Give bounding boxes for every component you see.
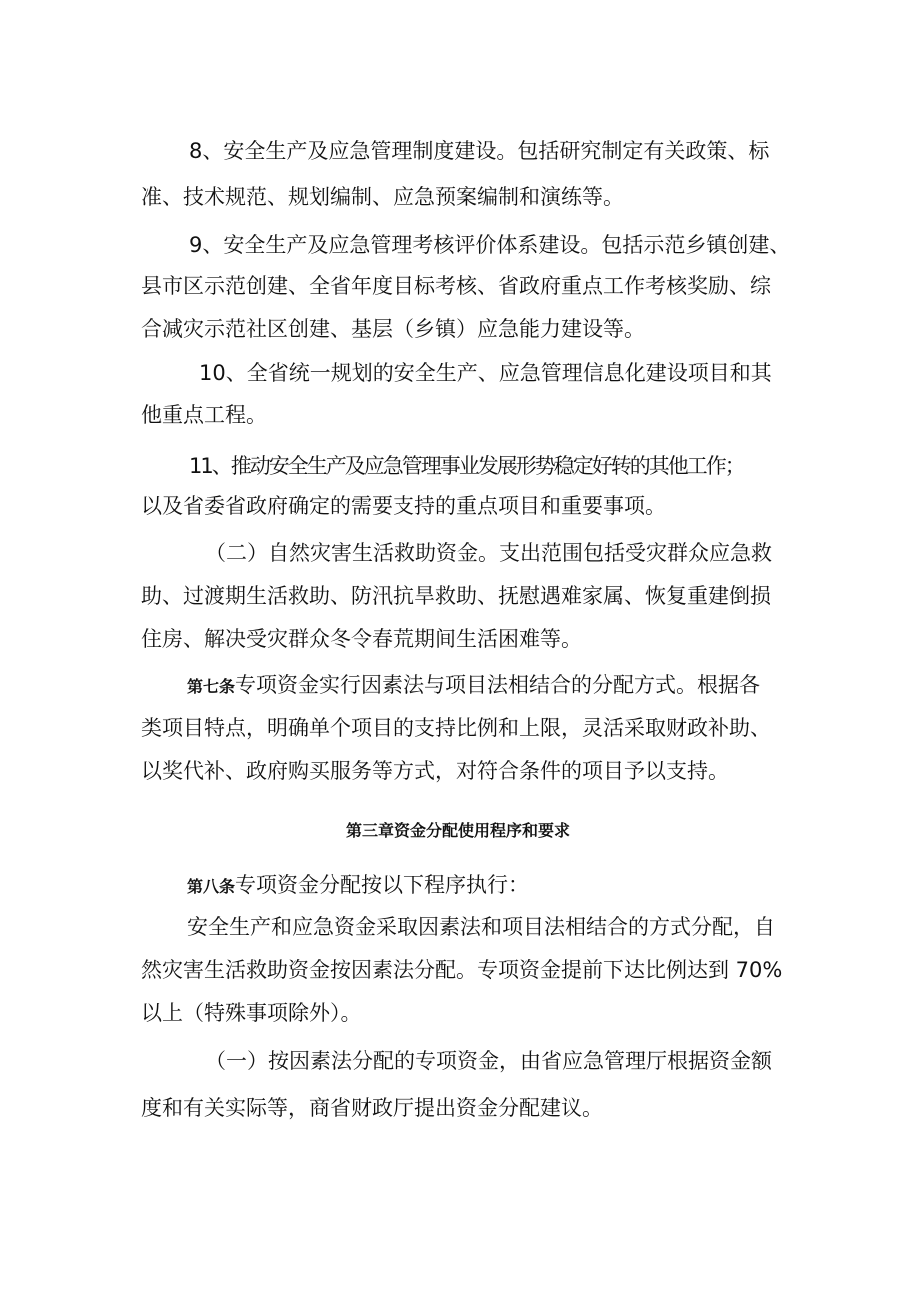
relief-funds-line-2: 助、过渡期生活救助、防汛抗旱救助、抚慰遇难家属、恢复重建倒损: [141, 584, 771, 608]
allocation-method-line-2: 然灾害生活救助资金按因素法分配。专项资金提前下达比例达到 70%: [141, 958, 783, 982]
item-8-line-2: 准、技术规范、规划编制、应急预案编制和演练等。: [141, 185, 624, 209]
item-8-line-1: 8、安全生产及应急管理制度建设。包括研究制定有关政策、标: [189, 139, 770, 163]
item-9-line-1: 9、安全生产及应急管理考核评价体系建设。包括示范乡镇创建、: [189, 233, 791, 257]
article-8-label: 第八条: [187, 877, 236, 896]
factor-method-line-2: 度和有关实际等，商省财政厅提出资金分配建议。: [141, 1096, 603, 1120]
relief-funds-line-3: 住房、解决受灾群众冬令春荒期间生活困难等。: [141, 627, 582, 651]
article-8-text: 专项资金分配按以下程序执行：: [235, 873, 530, 897]
article-7-label: 第七条: [187, 677, 236, 696]
allocation-method-line-1: 安全生产和应急资金采取因素法和项目法相结合的方式分配，自: [187, 915, 775, 939]
item-9-line-3: 合减灾示范社区创建、基层（乡镇）应急能力建设等。: [141, 317, 645, 341]
article-7-line-1: [187, 670, 760, 702]
article-7-line-2: 类项目特点，明确单个项目的支持比例和上限，灵活采取财政补助、: [141, 716, 771, 740]
chapter-3-heading: 第三章资金分配使用程序和要求: [346, 821, 571, 840]
article-8-line-1: [187, 870, 529, 902]
item-9-line-2: 县市区示范创建、全省年度目标考核、省政府重点工作考核奖励、综: [141, 274, 771, 298]
article-7-text: 专项资金实行因素法与项目法相结合的分配方式。根据各: [235, 673, 761, 697]
relief-funds-line-1: （二）自然灾害生活救助资金。支出范围包括受灾群众应急救: [205, 541, 772, 565]
item-11-line-2: 以及省委省政府确定的需要支持的重点项目和重要事项。: [141, 494, 666, 518]
item-10-line-2: 他重点工程。: [141, 403, 267, 427]
item-10-line-1: 10、全省统一规划的安全生产、应急管理信息化建设项目和其: [199, 361, 772, 385]
article-7-line-3: 以奖代补、政府购买服务等方式，对符合条件的项目予以支持。: [141, 759, 729, 783]
item-11-line-1: 11、推动安全生产及应急管理事业发展形势稳定好转的其他工作；: [189, 454, 744, 478]
allocation-method-line-3: 以上（特殊事项除外）。: [141, 1001, 362, 1025]
factor-method-line-1: （一）按因素法分配的专项资金，由省应急管理厅根据资金额: [205, 1049, 772, 1073]
